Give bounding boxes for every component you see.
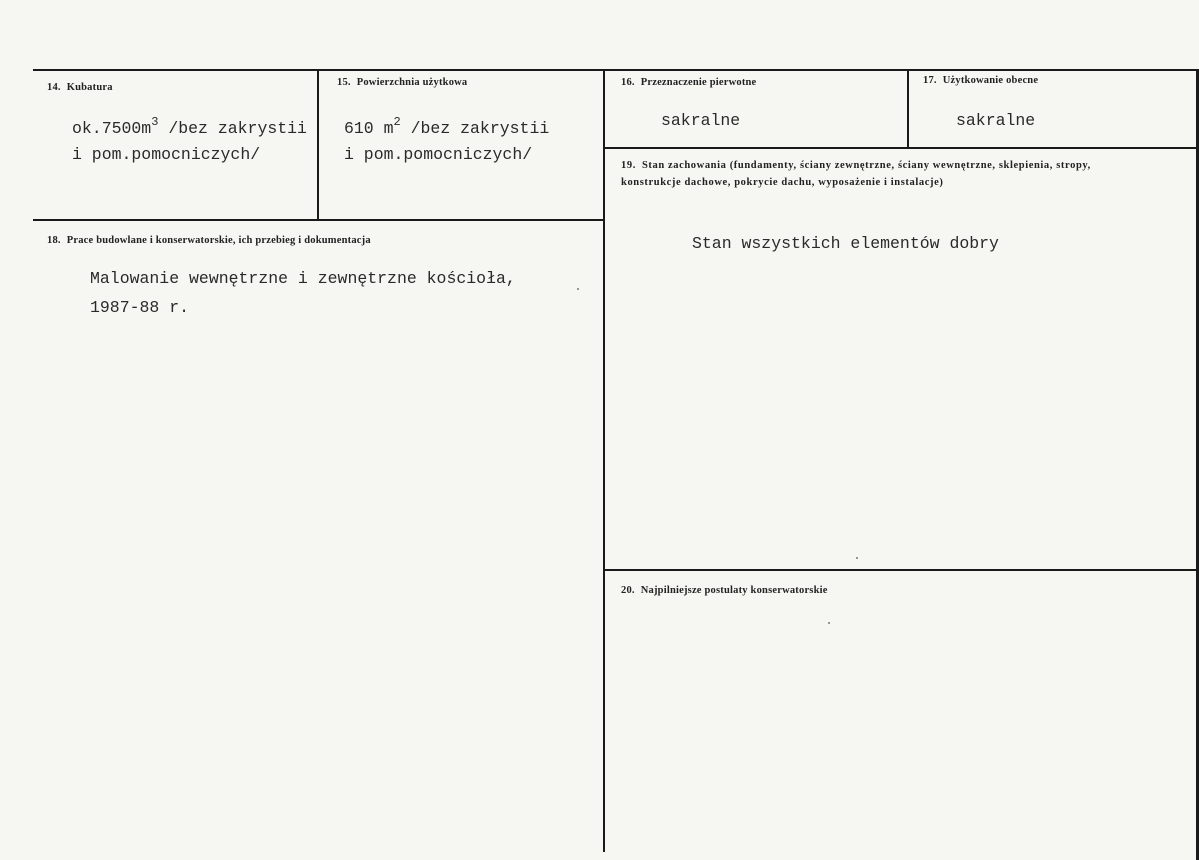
field-16-label <box>621 77 756 88</box>
field-15-title: Powierzchnia użytkowa <box>356 77 468 88</box>
field-15-number: 15. <box>337 77 351 88</box>
field-19-label-line2: konstrukcje dachowe, pokrycie dachu, wyposażenie i instalacje) <box>621 177 944 188</box>
field-17-title: Użytkowanie obecne <box>942 75 1039 86</box>
field-16-title: Przeznaczenie pierwotne <box>640 77 757 88</box>
divider-16-17 <box>907 70 909 148</box>
field-15-area: 610 m <box>344 119 394 138</box>
divider-14-15 <box>317 70 319 221</box>
field-15-label <box>337 77 467 88</box>
field-17-label <box>923 75 1038 86</box>
field-19-number: 19. <box>621 160 636 171</box>
field-15-value-line1 <box>344 116 549 142</box>
field-15-note: /bez zakrystii <box>400 119 550 138</box>
field-19-title: Stan zachowania (fundamenty, ściany zewnętrzne, ściany wewnętrzne, sklepienia, stropy, <box>641 160 1091 171</box>
field-16-number: 16. <box>621 77 635 88</box>
field-17-value: sakralne <box>956 111 1036 130</box>
field-19-label <box>621 157 1091 191</box>
field-16-value: sakralne <box>661 111 741 130</box>
paper-speck <box>856 557 858 559</box>
field-14-note: /bez zakrystii <box>158 119 307 138</box>
field-15-value-line2: i pom.pomocniczych/ <box>344 145 533 164</box>
paper-speck <box>577 288 579 290</box>
field-19-label-line1 <box>621 157 1091 174</box>
field-20-number: 20. <box>621 585 635 596</box>
field-20-label <box>621 585 828 596</box>
field-14-number: 14. <box>47 82 61 93</box>
field-14-volume: ok.7500m <box>72 119 152 138</box>
field-15-unit-exponent: 2 <box>393 115 401 129</box>
field-18-label <box>47 235 371 246</box>
paper-speck <box>828 622 830 624</box>
field-14-value-line1 <box>72 116 307 142</box>
field-14-label <box>47 82 113 93</box>
rule-below-19 <box>604 569 1199 571</box>
field-17-number: 17. <box>923 75 937 86</box>
divider-left-right <box>603 70 605 852</box>
rule-below-14-15 <box>33 219 604 221</box>
field-18-value-line1: Malowanie wewnętrzne i zewnętrzne kościoła, <box>90 269 516 288</box>
field-14-value-line2: i pom.pomocniczych/ <box>72 145 261 164</box>
field-20-title: Najpilniejsze postulaty konserwatorskie <box>640 585 828 596</box>
rule-below-16-17 <box>604 147 1199 149</box>
field-19-value: Stan wszystkich elementów dobry <box>692 234 999 253</box>
field-18-number: 18. <box>47 235 61 246</box>
field-18-title: Prace budowlane i konserwatorskie, ich przebieg i dokumentacja <box>66 235 371 246</box>
field-18-value-line2: 1987-88 r. <box>90 298 190 317</box>
top-rule <box>33 69 1199 71</box>
field-14-title: Kubatura <box>66 82 113 93</box>
field-14-unit-exponent: 3 <box>151 115 159 129</box>
